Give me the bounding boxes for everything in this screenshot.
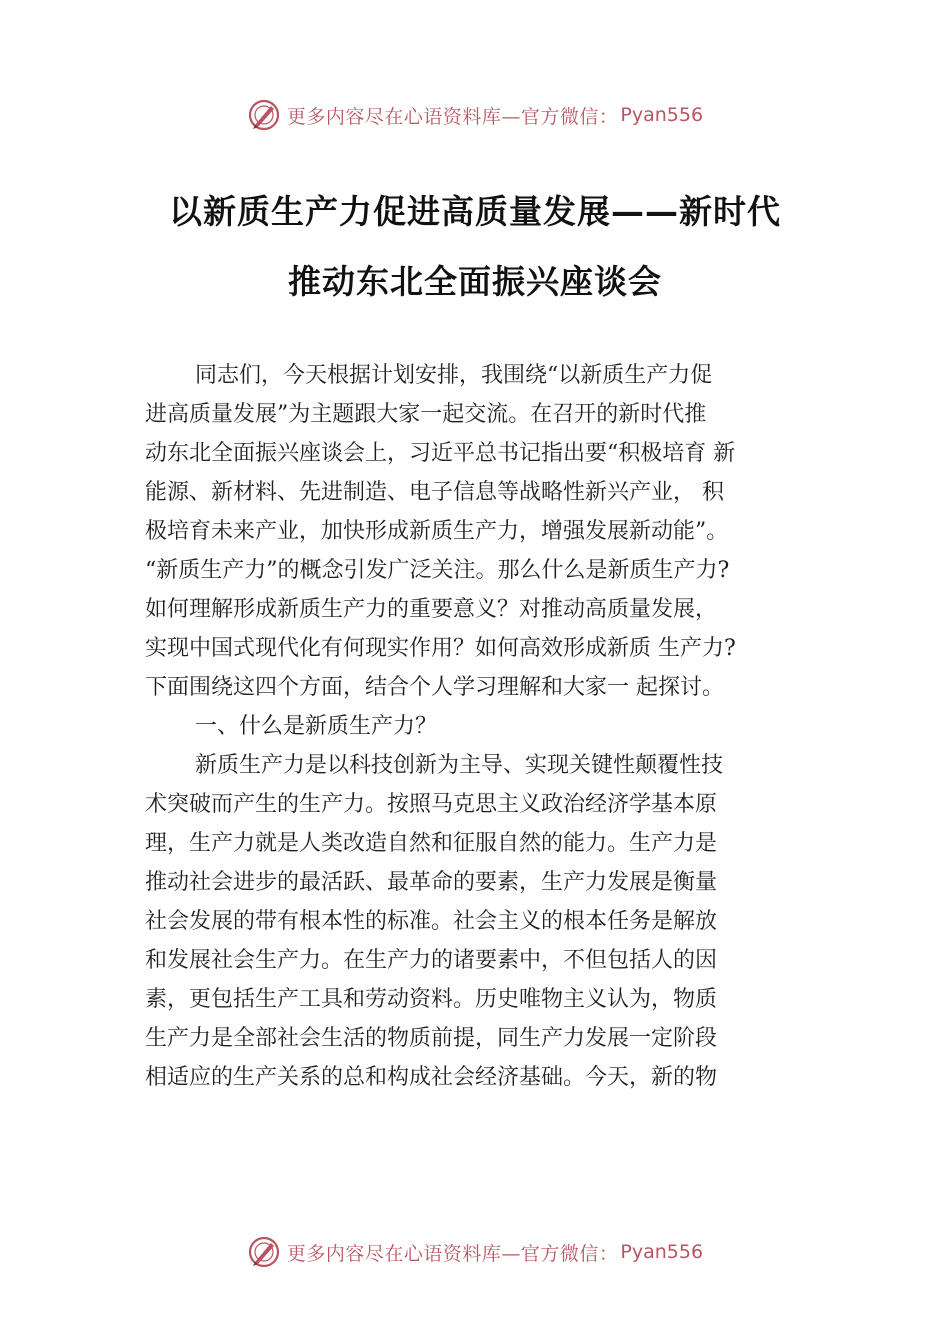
body-line: 同志们，今天根据计划安排，我围绕“以新质生产力促 — [195, 363, 713, 388]
body-line: 实现中国式现代化有何现实作用？如何高效形成新质 生产力? — [145, 636, 736, 661]
document-body — [145, 356, 845, 1097]
pen-seal-icon — [247, 1235, 281, 1269]
body-line: 生产力是全部社会生活的物质前提，同生产力发展一定阶段 — [145, 1026, 718, 1051]
body-line: “新质生产力”的概念引发广泛关注。那么什么是新质生产力? — [145, 558, 730, 583]
banner-wechat-id: Pyan556 — [620, 104, 704, 126]
header-banner — [0, 95, 950, 135]
body-line: 术突破而产生的生产力。按照马克思主义政治经济学基本原 — [145, 792, 718, 817]
body-line: 进高质量发展”为主题跟大家一起交流。在召开的新时代推 — [145, 402, 707, 427]
body-line: 理，生产力就是人类改造自然和征服自然的能力。生产力是 — [145, 831, 718, 856]
footer-banner — [0, 1232, 950, 1272]
body-line: 推动社会进步的最活跃、最革命的要素，生产力发展是衡量 — [145, 870, 718, 895]
body-line: 新质生产力是以科技创新为主导、实现关键性颠覆性技 — [195, 753, 724, 778]
body-line: 和发展社会生产力。在生产力的诸要素中，不但包括人的因 — [145, 948, 718, 973]
body-line: 社会发展的带有根本性的标准。社会主义的根本任务是解放 — [145, 909, 718, 934]
body-line: 能源、新材料、先进制造、电子信息等战略性新兴产业， 积 — [145, 480, 724, 505]
body-line: 下面围绕这四个方面，结合个人学习理解和大家一 起探讨。 — [145, 675, 724, 700]
banner-wechat-id: Pyan556 — [620, 1241, 704, 1263]
pen-seal-icon — [247, 98, 281, 132]
section-heading: 一、什么是新质生产力？ — [195, 714, 438, 739]
document-title-line-1: 以新质生产力促进高质量发展——新时代 — [169, 192, 781, 231]
body-line: 相适应的生产关系的总和构成社会经济基础。今天，新的物 — [145, 1065, 718, 1090]
body-line: 如何理解形成新质生产力的重要意义？对推动高质量发展， — [145, 597, 718, 622]
banner-text: 更多内容尽在心语资料库—官方微信： — [286, 105, 619, 128]
body-line: 极培育未来产业，加快形成新质生产力，增强发展新动能”。 — [145, 519, 729, 544]
banner-text: 更多内容尽在心语资料库—官方微信： — [286, 1242, 619, 1265]
document-title-line-2: 推动东北全面振兴座谈会 — [288, 262, 662, 301]
body-line: 动东北全面振兴座谈会上，习近平总书记指出要“积极培育 新 — [145, 441, 736, 466]
body-line: 素，更包括生产工具和劳动资料。历史唯物主义认为，物质 — [145, 987, 718, 1012]
